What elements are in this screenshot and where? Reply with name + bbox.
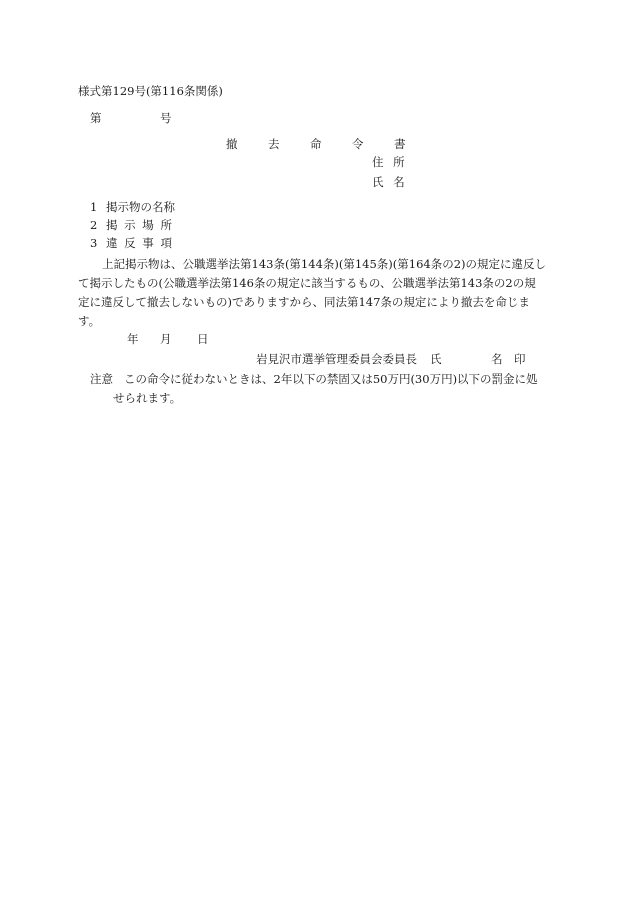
item-number: 1 [90, 200, 98, 214]
body-line: て掲示したもの(公職選挙法第146条の規定に該当するもの、公職選挙法第143条の2の規 [78, 276, 536, 290]
number-suffix: 号 [160, 111, 172, 125]
title-char: 令 [352, 137, 364, 151]
body-line: 定に違反して撤去しないもの)でありますから、同法第147条の規定により撤去を命じま [78, 295, 530, 309]
issuer-title: 岩見沢市選挙管理委員会委員長 [256, 352, 417, 366]
item-number: 2 [90, 218, 98, 232]
item-label: 掲 示 場 所 [106, 218, 172, 232]
note-line: この命令に従わないときは、2年以下の禁固又は50万円(30万円)以下の罰金に処 [124, 372, 538, 386]
body-line: 上記掲示物は、公職選挙法第143条(第144条)(第145条)(第164条の2)の規定に違反し [102, 257, 547, 271]
name-label: 氏 名 [372, 175, 405, 189]
note-label: 注意 [90, 372, 113, 386]
address-label: 住 所 [372, 155, 405, 169]
body-line: す。 [78, 314, 101, 328]
date-day: 日 [197, 332, 209, 346]
number-prefix: 第 [90, 111, 102, 125]
issuer-shi: 氏 [430, 352, 442, 366]
title-char: 去 [268, 137, 280, 151]
date-month: 月 [160, 332, 172, 346]
note-line: せられます。 [113, 391, 182, 405]
title-char: 命 [310, 137, 322, 151]
title-char: 書 [394, 137, 406, 151]
issuer-mei: 名 [491, 352, 503, 366]
date-year: 年 [127, 332, 139, 346]
item-label: 掲示物の名称 [106, 200, 175, 214]
item-label: 違 反 事 項 [106, 236, 172, 250]
item-number: 3 [90, 236, 98, 250]
seal-mark: 印 [514, 352, 526, 366]
title-char: 撤 [226, 137, 238, 151]
form-header: 様式第129号(第116条関係) [78, 84, 223, 98]
